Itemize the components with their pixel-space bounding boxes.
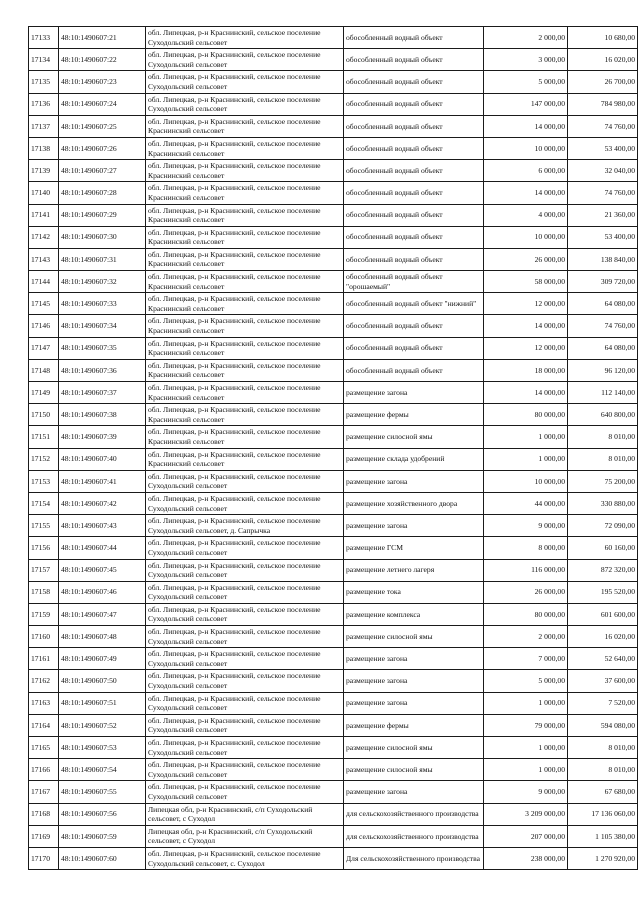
cadastral-value-cell: 112 140,00 (568, 382, 638, 404)
cadastral-value-cell: 330 880,00 (568, 492, 638, 514)
cadastral-number-cell: 48:10:1490607:26 (59, 137, 146, 159)
cadastral-number-cell: 48:10:1490607:54 (59, 759, 146, 781)
cadastral-number-cell: 48:10:1490607:59 (59, 825, 146, 847)
cadastral-value-cell: 1 270 920,00 (568, 847, 638, 869)
permitted-use-cell: обособленный водный объект (344, 49, 484, 71)
cadastral-number-cell: 48:10:1490607:51 (59, 692, 146, 714)
table-row (29, 115, 638, 137)
row-number-cell: 17165 (29, 737, 59, 759)
cadastral-number-cell: 48:10:1490607:22 (59, 49, 146, 71)
permitted-use-cell: размещение загона (344, 692, 484, 714)
table-row (29, 137, 638, 159)
cadastral-number-cell: 48:10:1490607:38 (59, 404, 146, 426)
area-cell: 10 000,00 (484, 137, 568, 159)
area-cell: 18 000,00 (484, 359, 568, 381)
land-plots-table (28, 26, 638, 870)
cadastral-number-cell: 48:10:1490607:50 (59, 670, 146, 692)
permitted-use-cell: обособленный водный объект (344, 137, 484, 159)
table-row (29, 359, 638, 381)
table-row (29, 160, 638, 182)
address-cell: обл. Липецкая, р-н Краснинский, сельское поселение Суходольский сельсовет (146, 93, 344, 115)
address-cell: обл. Липецкая, р-н Краснинский, сельское поселение Краснинский сельсовет (146, 115, 344, 137)
table-row (29, 648, 638, 670)
address-cell: обл. Липецкая, р-н Краснинский, сельское поселение Суходольский сельсовет (146, 470, 344, 492)
cadastral-number-cell: 48:10:1490607:41 (59, 470, 146, 492)
row-number-cell: 17170 (29, 847, 59, 869)
cadastral-value-cell: 7 520,00 (568, 692, 638, 714)
permitted-use-cell: размещение тока (344, 581, 484, 603)
cadastral-number-cell: 48:10:1490607:33 (59, 293, 146, 315)
row-number-cell: 17136 (29, 93, 59, 115)
area-cell: 1 000,00 (484, 737, 568, 759)
table-row (29, 293, 638, 315)
address-cell: обл. Липецкая, р-н Краснинский, сельское поселение Суходольский сельсовет (146, 581, 344, 603)
permitted-use-cell: размещение силосной ямы (344, 737, 484, 759)
area-cell: 7 000,00 (484, 648, 568, 670)
table-row (29, 759, 638, 781)
cadastral-value-cell: 53 400,00 (568, 137, 638, 159)
area-cell: 1 000,00 (484, 426, 568, 448)
area-cell: 10 000,00 (484, 226, 568, 248)
area-cell: 26 000,00 (484, 248, 568, 270)
area-cell: 8 000,00 (484, 537, 568, 559)
permitted-use-cell: размещение загона (344, 382, 484, 404)
cadastral-number-cell: 48:10:1490607:49 (59, 648, 146, 670)
row-number-cell: 17155 (29, 515, 59, 537)
address-cell: обл. Липецкая, р-н Краснинский, сельское поселение Суходольский сельсовет (146, 603, 344, 625)
address-cell: обл. Липецкая, р-н Краснинский, сельское поселение Краснинский сельсовет (146, 293, 344, 315)
address-cell: обл. Липецкая, р-н Краснинский, сельское поселение Краснинский сельсовет (146, 137, 344, 159)
permitted-use-cell: размещение силосной ямы (344, 426, 484, 448)
table-row (29, 93, 638, 115)
cadastral-number-cell: 48:10:1490607:52 (59, 714, 146, 736)
row-number-cell: 17151 (29, 426, 59, 448)
area-cell: 3 000,00 (484, 49, 568, 71)
area-cell: 4 000,00 (484, 204, 568, 226)
permitted-use-cell: обособленный водный объект (344, 337, 484, 359)
cadastral-value-cell: 21 360,00 (568, 204, 638, 226)
cadastral-number-cell: 48:10:1490607:31 (59, 248, 146, 270)
cadastral-number-cell: 48:10:1490607:60 (59, 847, 146, 869)
row-number-cell: 17157 (29, 559, 59, 581)
permitted-use-cell: обособленный водный объект (344, 27, 484, 49)
table-row (29, 271, 638, 293)
permitted-use-cell: размещение фермы (344, 404, 484, 426)
permitted-use-cell: обособленный водный объект (344, 115, 484, 137)
table-row (29, 49, 638, 71)
table-row (29, 781, 638, 803)
address-cell: обл. Липецкая, р-н Краснинский, сельское поселение Суходольский сельсовет (146, 648, 344, 670)
row-number-cell: 17148 (29, 359, 59, 381)
cadastral-value-cell: 64 080,00 (568, 293, 638, 315)
area-cell: 116 000,00 (484, 559, 568, 581)
area-cell: 2 000,00 (484, 626, 568, 648)
row-number-cell: 17141 (29, 204, 59, 226)
address-cell: обл. Липецкая, р-н Краснинский, сельское поселение Краснинский сельсовет (146, 359, 344, 381)
permitted-use-cell: обособленный водный объект (344, 359, 484, 381)
cadastral-value-cell: 53 400,00 (568, 226, 638, 248)
cadastral-value-cell: 74 760,00 (568, 315, 638, 337)
cadastral-number-cell: 48:10:1490607:21 (59, 27, 146, 49)
area-cell: 14 000,00 (484, 382, 568, 404)
table-row (29, 825, 638, 847)
area-cell: 10 000,00 (484, 470, 568, 492)
row-number-cell: 17149 (29, 382, 59, 404)
area-cell: 12 000,00 (484, 337, 568, 359)
cadastral-value-cell: 72 090,00 (568, 515, 638, 537)
cadastral-value-cell: 75 200,00 (568, 470, 638, 492)
area-cell: 3 209 000,00 (484, 803, 568, 825)
row-number-cell: 17158 (29, 581, 59, 603)
table-row (29, 470, 638, 492)
table-row (29, 692, 638, 714)
cadastral-number-cell: 48:10:1490607:40 (59, 448, 146, 470)
area-cell: 1 000,00 (484, 759, 568, 781)
table-row (29, 404, 638, 426)
permitted-use-cell: обособленный водный объект (344, 182, 484, 204)
table-row (29, 537, 638, 559)
table-row (29, 315, 638, 337)
area-cell: 79 000,00 (484, 714, 568, 736)
row-number-cell: 17146 (29, 315, 59, 337)
permitted-use-cell: обособленный водный объект "орошаемый" (344, 271, 484, 293)
row-number-cell: 17156 (29, 537, 59, 559)
cadastral-value-cell: 26 700,00 (568, 71, 638, 93)
area-cell: 14 000,00 (484, 115, 568, 137)
address-cell: обл. Липецкая, р-н Краснинский, сельское поселение Суходольский сельсовет (146, 27, 344, 49)
area-cell: 238 000,00 (484, 847, 568, 869)
cadastral-value-cell: 96 120,00 (568, 359, 638, 381)
row-number-cell: 17152 (29, 448, 59, 470)
permitted-use-cell: размещение фермы (344, 714, 484, 736)
table-row (29, 603, 638, 625)
table-row (29, 204, 638, 226)
cadastral-value-cell: 32 040,00 (568, 160, 638, 182)
row-number-cell: 17167 (29, 781, 59, 803)
area-cell: 9 000,00 (484, 781, 568, 803)
cadastral-value-cell: 16 020,00 (568, 626, 638, 648)
cadastral-number-cell: 48:10:1490607:27 (59, 160, 146, 182)
row-number-cell: 17134 (29, 49, 59, 71)
area-cell: 6 000,00 (484, 160, 568, 182)
cadastral-number-cell: 48:10:1490607:34 (59, 315, 146, 337)
cadastral-value-cell: 64 080,00 (568, 337, 638, 359)
cadastral-value-cell: 1 105 380,00 (568, 825, 638, 847)
table-row (29, 226, 638, 248)
address-cell: обл. Липецкая, р-н Краснинский, сельское поселение Краснинский сельсовет (146, 404, 344, 426)
table-row (29, 670, 638, 692)
address-cell: обл. Липецкая, р-н Краснинский, сельское поселение Суходольский сельсовет (146, 670, 344, 692)
cadastral-number-cell: 48:10:1490607:23 (59, 71, 146, 93)
address-cell: обл. Липецкая, р-н Краснинский, сельское поселение Краснинский сельсовет (146, 426, 344, 448)
area-cell: 14 000,00 (484, 182, 568, 204)
row-number-cell: 17137 (29, 115, 59, 137)
permitted-use-cell: размещение загона (344, 515, 484, 537)
permitted-use-cell: обособленный водный объект (344, 226, 484, 248)
cadastral-value-cell: 8 010,00 (568, 426, 638, 448)
address-cell: обл. Липецкая, р-н Краснинский, сельское поселение Суходольский сельсовет (146, 559, 344, 581)
table-row (29, 426, 638, 448)
area-cell: 58 000,00 (484, 271, 568, 293)
area-cell: 12 000,00 (484, 293, 568, 315)
cadastral-number-cell: 48:10:1490607:53 (59, 737, 146, 759)
address-cell: Липецкая обл, р-н Краснинский, с/п Суходольский сельсовет, с Суходол (146, 825, 344, 847)
area-cell: 1 000,00 (484, 692, 568, 714)
permitted-use-cell: размещение силосной ямы (344, 626, 484, 648)
cadastral-value-cell: 67 680,00 (568, 781, 638, 803)
area-cell: 207 000,00 (484, 825, 568, 847)
cadastral-value-cell: 60 160,00 (568, 537, 638, 559)
permitted-use-cell: обособленный водный объект (344, 315, 484, 337)
address-cell: обл. Липецкая, р-н Краснинский, сельское поселение Краснинский сельсовет (146, 248, 344, 270)
permitted-use-cell: для сельскохозяйственного производства (344, 803, 484, 825)
cadastral-value-cell: 640 800,00 (568, 404, 638, 426)
row-number-cell: 17139 (29, 160, 59, 182)
cadastral-value-cell: 17 136 060,00 (568, 803, 638, 825)
permitted-use-cell: обособленный водный объект (344, 93, 484, 115)
address-cell: обл. Липецкая, р-н Краснинский, сельское поселение Краснинский сельсовет (146, 382, 344, 404)
address-cell: обл. Липецкая, р-н Краснинский, сельское поселение Суходольский сельсовет (146, 737, 344, 759)
cadastral-number-cell: 48:10:1490607:28 (59, 182, 146, 204)
address-cell: обл. Липецкая, р-н Краснинский, сельское поселение Суходольский сельсовет, с. Суходол (146, 847, 344, 869)
cadastral-number-cell: 48:10:1490607:29 (59, 204, 146, 226)
cadastral-number-cell: 48:10:1490607:44 (59, 537, 146, 559)
row-number-cell: 17153 (29, 470, 59, 492)
cadastral-value-cell: 74 760,00 (568, 115, 638, 137)
cadastral-value-cell: 309 720,00 (568, 271, 638, 293)
row-number-cell: 17138 (29, 137, 59, 159)
cadastral-value-cell: 52 640,00 (568, 648, 638, 670)
row-number-cell: 17163 (29, 692, 59, 714)
row-number-cell: 17135 (29, 71, 59, 93)
cadastral-value-cell: 74 760,00 (568, 182, 638, 204)
row-number-cell: 17133 (29, 27, 59, 49)
table-row (29, 182, 638, 204)
row-number-cell: 17162 (29, 670, 59, 692)
address-cell: обл. Липецкая, р-н Краснинский, сельское поселение Суходольский сельсовет (146, 714, 344, 736)
permitted-use-cell: обособленный водный объект (344, 248, 484, 270)
row-number-cell: 17169 (29, 825, 59, 847)
permitted-use-cell: обособленный водный объект (344, 71, 484, 93)
permitted-use-cell: Для сельскохозяйственного производства (344, 847, 484, 869)
permitted-use-cell: размещение летнего лагеря (344, 559, 484, 581)
cadastral-number-cell: 48:10:1490607:25 (59, 115, 146, 137)
table-row (29, 626, 638, 648)
row-number-cell: 17154 (29, 492, 59, 514)
permitted-use-cell: для сельскохозяйственного производства (344, 825, 484, 847)
row-number-cell: 17140 (29, 182, 59, 204)
address-cell: обл. Липецкая, р-н Краснинский, сельское поселение Краснинский сельсовет (146, 271, 344, 293)
table-row (29, 337, 638, 359)
permitted-use-cell: обособленный водный объект "нижний" (344, 293, 484, 315)
table-row (29, 559, 638, 581)
cadastral-number-cell: 48:10:1490607:30 (59, 226, 146, 248)
row-number-cell: 17166 (29, 759, 59, 781)
permitted-use-cell: размещение загона (344, 470, 484, 492)
address-cell: обл. Липецкая, р-н Краснинский, сельское поселение Краснинский сельсовет (146, 204, 344, 226)
permitted-use-cell: размещение комплекса (344, 603, 484, 625)
table-row (29, 847, 638, 869)
area-cell: 26 000,00 (484, 581, 568, 603)
cadastral-number-cell: 48:10:1490607:36 (59, 359, 146, 381)
cadastral-value-cell: 594 080,00 (568, 714, 638, 736)
address-cell: обл. Липецкая, р-н Краснинский, сельское поселение Краснинский сельсовет (146, 160, 344, 182)
cadastral-number-cell: 48:10:1490607:45 (59, 559, 146, 581)
cadastral-value-cell: 16 020,00 (568, 49, 638, 71)
area-cell: 5 000,00 (484, 71, 568, 93)
table-row (29, 382, 638, 404)
table-row (29, 737, 638, 759)
cadastral-value-cell: 8 010,00 (568, 448, 638, 470)
address-cell: обл. Липецкая, р-н Краснинский, сельское поселение Суходольский сельсовет, д. Сапрычка (146, 515, 344, 537)
table-row (29, 714, 638, 736)
table-row (29, 803, 638, 825)
table-body (29, 27, 638, 870)
area-cell: 2 000,00 (484, 27, 568, 49)
row-number-cell: 17159 (29, 603, 59, 625)
address-cell: обл. Липецкая, р-н Краснинский, сельское поселение Суходольский сельсовет (146, 759, 344, 781)
cadastral-number-cell: 48:10:1490607:37 (59, 382, 146, 404)
cadastral-value-cell: 8 010,00 (568, 737, 638, 759)
row-number-cell: 17168 (29, 803, 59, 825)
cadastral-number-cell: 48:10:1490607:43 (59, 515, 146, 537)
permitted-use-cell: обособленный водный объект (344, 204, 484, 226)
cadastral-value-cell: 8 010,00 (568, 759, 638, 781)
cadastral-value-cell: 37 600,00 (568, 670, 638, 692)
address-cell: обл. Липецкая, р-н Краснинский, сельское поселение Краснинский сельсовет (146, 315, 344, 337)
cadastral-value-cell: 10 680,00 (568, 27, 638, 49)
area-cell: 147 000,00 (484, 93, 568, 115)
row-number-cell: 17145 (29, 293, 59, 315)
table-row (29, 515, 638, 537)
row-number-cell: 17150 (29, 404, 59, 426)
permitted-use-cell: размещение силосной ямы (344, 759, 484, 781)
cadastral-number-cell: 48:10:1490607:55 (59, 781, 146, 803)
address-cell: обл. Липецкая, р-н Краснинский, сельское поселение Суходольский сельсовет (146, 537, 344, 559)
cadastral-number-cell: 48:10:1490607:56 (59, 803, 146, 825)
cadastral-number-cell: 48:10:1490607:47 (59, 603, 146, 625)
address-cell: Липецкая обл, р-н Краснинский, с/п Суходольский сельсовет, с Суходол (146, 803, 344, 825)
permitted-use-cell: размещение загона (344, 648, 484, 670)
area-cell: 5 000,00 (484, 670, 568, 692)
cadastral-value-cell: 872 320,00 (568, 559, 638, 581)
address-cell: обл. Липецкая, р-н Краснинский, сельское поселение Суходольский сельсовет (146, 626, 344, 648)
cadastral-value-cell: 138 840,00 (568, 248, 638, 270)
row-number-cell: 17142 (29, 226, 59, 248)
table-row (29, 248, 638, 270)
area-cell: 14 000,00 (484, 315, 568, 337)
area-cell: 44 000,00 (484, 492, 568, 514)
row-number-cell: 17161 (29, 648, 59, 670)
table-row (29, 581, 638, 603)
table-row (29, 448, 638, 470)
cadastral-value-cell: 784 980,00 (568, 93, 638, 115)
address-cell: обл. Липецкая, р-н Краснинский, сельское поселение Краснинский сельсовет (146, 337, 344, 359)
row-number-cell: 17147 (29, 337, 59, 359)
cadastral-value-cell: 601 600,00 (568, 603, 638, 625)
address-cell: обл. Липецкая, р-н Краснинский, сельское поселение Суходольский сельсовет (146, 781, 344, 803)
table-row (29, 492, 638, 514)
row-number-cell: 17164 (29, 714, 59, 736)
cadastral-number-cell: 48:10:1490607:39 (59, 426, 146, 448)
address-cell: обл. Липецкая, р-н Краснинский, сельское поселение Краснинский сельсовет (146, 226, 344, 248)
area-cell: 1 000,00 (484, 448, 568, 470)
table-row (29, 27, 638, 49)
area-cell: 9 000,00 (484, 515, 568, 537)
row-number-cell: 17144 (29, 271, 59, 293)
row-number-cell: 17143 (29, 248, 59, 270)
address-cell: обл. Липецкая, р-н Краснинский, сельское поселение Краснинский сельсовет (146, 448, 344, 470)
permitted-use-cell: обособленный водный объект (344, 160, 484, 182)
row-number-cell: 17160 (29, 626, 59, 648)
area-cell: 80 000,00 (484, 404, 568, 426)
permitted-use-cell: размещение загона (344, 670, 484, 692)
cadastral-value-cell: 195 520,00 (568, 581, 638, 603)
cadastral-number-cell: 48:10:1490607:35 (59, 337, 146, 359)
cadastral-number-cell: 48:10:1490607:48 (59, 626, 146, 648)
address-cell: обл. Липецкая, р-н Краснинский, сельское поселение Суходольский сельсовет (146, 71, 344, 93)
address-cell: обл. Липецкая, р-н Краснинский, сельское поселение Суходольский сельсовет (146, 692, 344, 714)
permitted-use-cell: размещение ГСМ (344, 537, 484, 559)
cadastral-number-cell: 48:10:1490607:46 (59, 581, 146, 603)
cadastral-number-cell: 48:10:1490607:24 (59, 93, 146, 115)
address-cell: обл. Липецкая, р-н Краснинский, сельское поселение Суходольский сельсовет (146, 49, 344, 71)
cadastral-number-cell: 48:10:1490607:42 (59, 492, 146, 514)
permitted-use-cell: размещение загона (344, 781, 484, 803)
address-cell: обл. Липецкая, р-н Краснинский, сельское поселение Краснинский сельсовет (146, 182, 344, 204)
address-cell: обл. Липецкая, р-н Краснинский, сельское поселение Суходольский сельсовет (146, 492, 344, 514)
permitted-use-cell: размещение склада удобрений (344, 448, 484, 470)
area-cell: 80 000,00 (484, 603, 568, 625)
permitted-use-cell: размещение хозяйственного двора (344, 492, 484, 514)
table-row (29, 71, 638, 93)
cadastral-number-cell: 48:10:1490607:32 (59, 271, 146, 293)
